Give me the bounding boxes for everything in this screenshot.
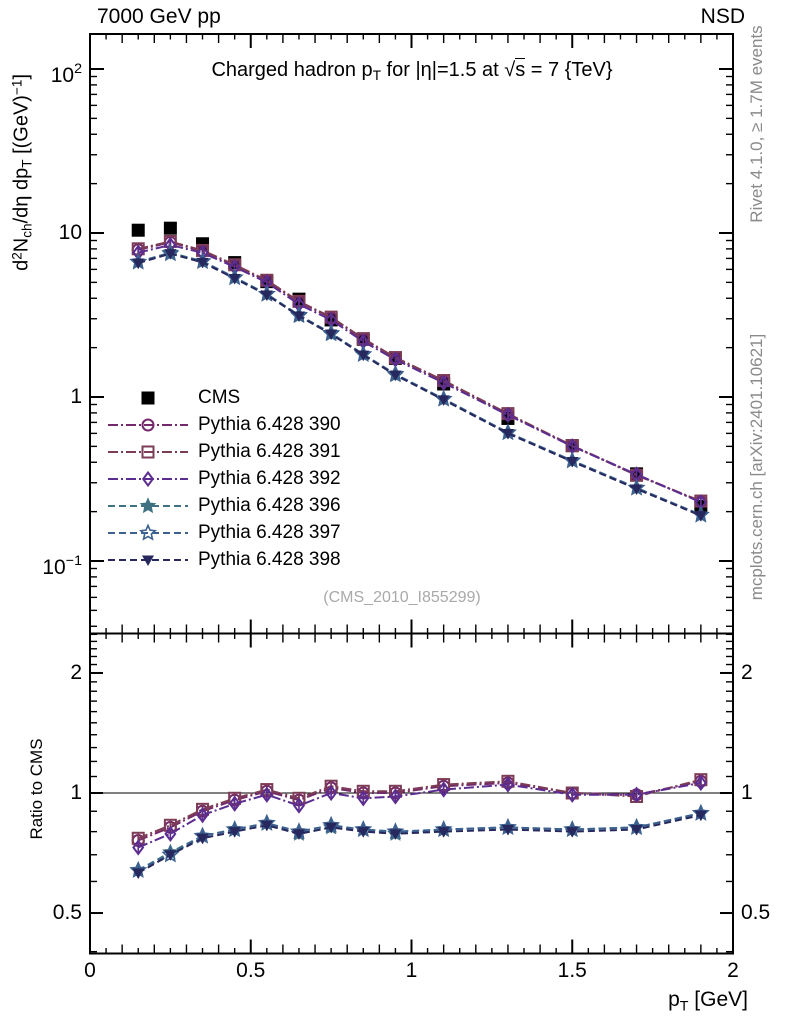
legend-marker-diamond-open <box>106 466 190 492</box>
rivet-version-note: Rivet 4.1.0, ≥ 1.7M events <box>747 25 766 223</box>
legend-label: Pythia 6.428 397 <box>198 521 341 543</box>
beam-energy-label: 7000 GeV pp <box>97 5 221 28</box>
legend-marker-star-open <box>106 520 190 546</box>
analysis-id-watermark: (CMS_2010_I855299) <box>323 589 481 606</box>
legend-item <box>106 384 341 411</box>
legend-label: Pythia 6.428 391 <box>198 440 341 462</box>
legend-item <box>106 546 341 573</box>
y-tick-label: 1 <box>741 781 753 804</box>
plot-title: Charged hadron $p_T$ for |η|=1.5 at √s = 7 {TeV} <box>211 59 613 84</box>
y-tick-label: 1 <box>70 781 82 804</box>
mcplots-arxiv-note: mcplots.cern.ch [arXiv:2401.10621] <box>747 333 766 601</box>
legend <box>106 384 341 573</box>
legend-marker-square-filled <box>106 385 190 411</box>
x-tick-label: 0.5 <box>236 959 266 982</box>
legend-item <box>106 465 341 492</box>
x-tick-label: 0 <box>84 959 96 982</box>
ratio-axis-title: Ratio to CMS <box>27 738 46 840</box>
event-class-label: NSD <box>700 5 745 28</box>
legend-item <box>106 411 341 438</box>
legend-marker-triangle-down-filled <box>106 547 190 573</box>
legend-label: Pythia 6.428 396 <box>198 494 341 516</box>
x-tick-label: 1.5 <box>557 959 587 982</box>
legend-label: Pythia 6.428 390 <box>198 413 341 435</box>
legend-item <box>106 492 341 519</box>
y-tick-label: 0.5 <box>52 901 82 925</box>
y-tick-label: 2 <box>70 660 82 684</box>
x-tick-label: 2 <box>727 959 739 982</box>
x-tick-label: 1 <box>405 959 418 982</box>
legend-marker-circle-open <box>106 412 190 438</box>
legend-marker-star-filled <box>106 493 190 519</box>
legend-label: Pythia 6.428 398 <box>198 548 341 570</box>
legend-label: Pythia 6.428 392 <box>198 467 341 489</box>
y-tick-label: $10^{-1}$ <box>42 553 82 580</box>
legend-label: CMS <box>198 386 241 408</box>
y-tick-label: 2 <box>741 660 753 684</box>
y-tick-label: 0.5 <box>741 901 771 925</box>
y-axis-title: $d^2N_{ch}/d\eta$ $dp_T$ [(GeV)$^{-1}$] <box>9 73 35 271</box>
legend-item <box>106 438 341 465</box>
x-axis-title: $p_T$ [GeV] <box>668 988 748 1015</box>
legend-item <box>106 519 341 546</box>
y-tick-label: 10 <box>58 221 82 244</box>
y-tick-label: $10^2$ <box>50 61 82 88</box>
legend-marker-square-open <box>106 439 190 465</box>
y-tick-label: 1 <box>70 385 82 408</box>
